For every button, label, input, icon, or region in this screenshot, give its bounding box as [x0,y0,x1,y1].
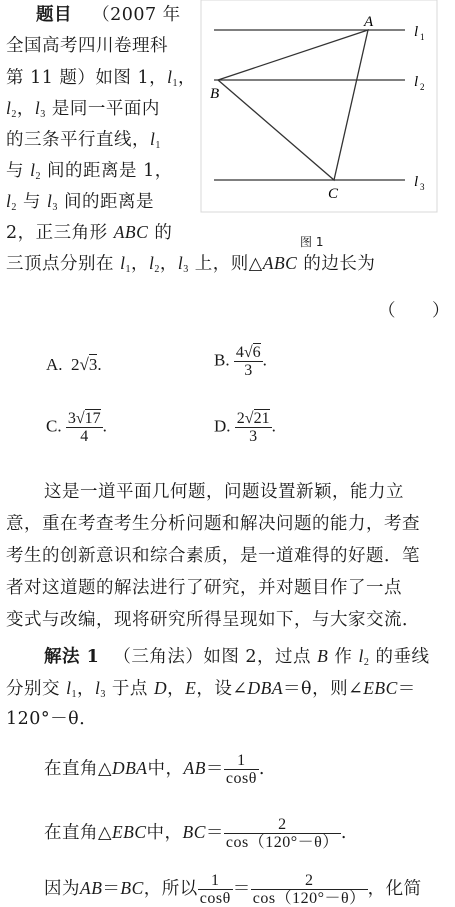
option-c-frac: $\frac{3√17}{4}$ [67,410,101,445]
result-3-den-1: cosθ [199,890,231,907]
problem-line-8 [6,221,172,244]
solution-line-1-b: 作 [334,647,353,667]
option-a-rad: 3 [88,355,98,374]
body-line-3: 考生的创新意识和综合素质，是一道难得的好题．笔 [6,546,420,566]
result-2-frac [224,816,341,851]
result-line-3-a: 因为 [44,879,80,899]
label-a: A [364,14,374,30]
result-3-frac-2 [251,872,368,907]
solution-title: 解法 1 [44,647,100,667]
solution-line-1-c: 的垂线 [375,647,430,667]
triangle-name: ABC [113,222,149,242]
label-l3: l [414,174,419,190]
body-line-2: 意，重在考查考生分析问题和解决问题的能力，考查 [6,514,420,534]
result-1-num: 1 [224,752,259,770]
result-line-3: 因为AB＝BC，所以 $\frac{1}{\cos\theta}$ ＝ $\frac{2}{\cos(120^\circ-\theta)}$ ，化简 [44,872,422,907]
result-line-1-b: 中， [147,759,184,779]
solution-line-2-d: ＝θ，则∠ [283,679,364,699]
result-3-num-1: 1 [198,872,233,890]
option-d-label: D. [214,416,231,436]
solution-line-3: 120°－θ． [6,709,98,729]
problem-line-2: 全国高考四川卷理科 [6,36,168,56]
solution-line-2-e: ＝ [397,679,416,699]
label-l2: l [414,74,419,90]
option-b-num-rad: 6 [252,344,261,361]
result-3-num-2: 2 [251,872,368,890]
problem-line-5-text: 的三条平行直线， [6,130,150,150]
problem-line-5: 的三条平行直线，$l_1$ [6,129,161,151]
figure-1-diagram [200,0,440,215]
solution-line-2-a: 分别交 [6,679,60,699]
problem-line-9-tail: 上，则△ [194,254,263,274]
result-line-2-a: 在直角△ [44,823,112,843]
result-1-frac [224,752,259,787]
problem-line-8-de: 的 [154,223,173,243]
result-2-num: 2 [224,816,341,834]
problem-year: （2007 年 [92,5,181,25]
option-c-num-rad: 17 [84,410,101,427]
option-b: B. $\frac{4√6}{3}$ . [214,344,267,379]
option-c-num-coef: 3 [67,410,76,427]
result-3-den-2: cos（120°－θ） [252,890,366,907]
problem-line-8-text: 2，正三角形 [6,223,108,243]
problem-title: 题目 [36,5,72,25]
option-b-num-coef: 4 [235,344,244,361]
option-c-den: 4 [80,428,89,445]
problem-line-3-text: 第 11 题）如图 1， [6,68,168,88]
problem-line-4-text: 是同一平面内 [51,99,160,119]
option-d-num-rad: 21 [253,410,270,427]
option-c-label: C. [46,416,62,436]
result-line-3-c: ，化简 [367,879,422,899]
label-l1-sub: 1 [420,32,425,42]
problem-line-9: 三顶点分别在 $l_1$，$l_2$，$l_3$ 上，则△ABC 的边长为 [6,253,376,275]
label-b: B [210,86,220,102]
option-a: A. 2√3. [46,355,102,374]
answer-bracket: （ ） [378,301,450,321]
problem-line-9-end: 的边长为 [303,254,376,274]
problem-line-6: 与 $l_2$ 间的距离是 1， [6,160,173,182]
problem-line-7: $l_2$ 与 $l_3$ 间的距离是 [6,191,154,213]
result-line-3-b: ，所以 [143,879,198,899]
body-line-1: 这是一道平面几何题，问题设置新颖，能力立 [44,482,404,502]
option-a-coef: 2 [71,355,80,374]
body-line-4: 者对这道题的解法进行了研究，并对题目作了一点 [6,578,402,598]
result-2-den: cos（120°－θ） [225,834,339,851]
result-line-1: 在直角△DBA中，AB＝ $\frac{1}{\cos\theta}$ . [44,752,265,787]
result-line-1-a: 在直角△ [44,759,112,779]
option-d-den: 3 [249,428,258,445]
body-line-5: 变式与改编，现将研究所得呈现如下，与大家交流． [6,610,420,630]
figure-caption: 图 1 [300,235,324,249]
option-d: D. $\frac{2√21}{3}$ . [214,410,276,445]
option-b-label: B. [214,350,230,370]
option-b-den: 3 [244,362,253,379]
problem-line-7-yu: 与 [22,192,41,212]
problem-line-1 [6,4,181,26]
option-d-frac: $\frac{2√21}{3}$ [236,410,270,445]
problem-line-7-text: 间的距离是 [63,192,154,212]
solution-line-1: 解法 1 （三角法）如图 2，过点 B 作 $l_2$ 的垂线 [44,646,430,668]
label-l2-sub: 2 [420,82,425,92]
label-l1: l [414,24,419,40]
solution-line-2-b: 于点 [111,679,148,699]
problem-line-4: $l_2$，$l_3$ 是同一平面内 [6,98,160,120]
option-a-label: A. [46,355,63,374]
problem-line-6-yu: 与 [6,161,24,181]
solution-line-1-a: （三角法）如图 2，过点 [113,647,312,667]
result-line-2: 在直角△EBC中，BC＝ $\frac{2}{\cos(120^\circ-\theta)}$ . [44,816,347,851]
option-b-frac: $\frac{4√6}{3}$ [235,344,261,379]
result-1-den: cosθ [225,770,257,787]
problem-line-6-text: 间的距离是 1， [47,161,173,181]
option-d-num-coef: 2 [236,410,245,427]
option-c: C. $\frac{3√17}{4}$ . [46,410,107,445]
label-l3-sub: 3 [420,182,425,192]
result-3-frac-1 [198,872,233,907]
problem-line-3: 第 11 题）如图 1，$l_1$， [6,67,196,89]
solution-line-2-c: ，设∠ [196,679,248,699]
solution-line-2: 分别交 $l_1$，$l_3$ 于点 D，E，设∠DBA＝θ，则∠EBC＝ [6,678,416,700]
result-line-2-b: 中， [146,823,183,843]
label-c: C [328,186,339,202]
problem-line-9-text: 三顶点分别在 [6,254,114,274]
